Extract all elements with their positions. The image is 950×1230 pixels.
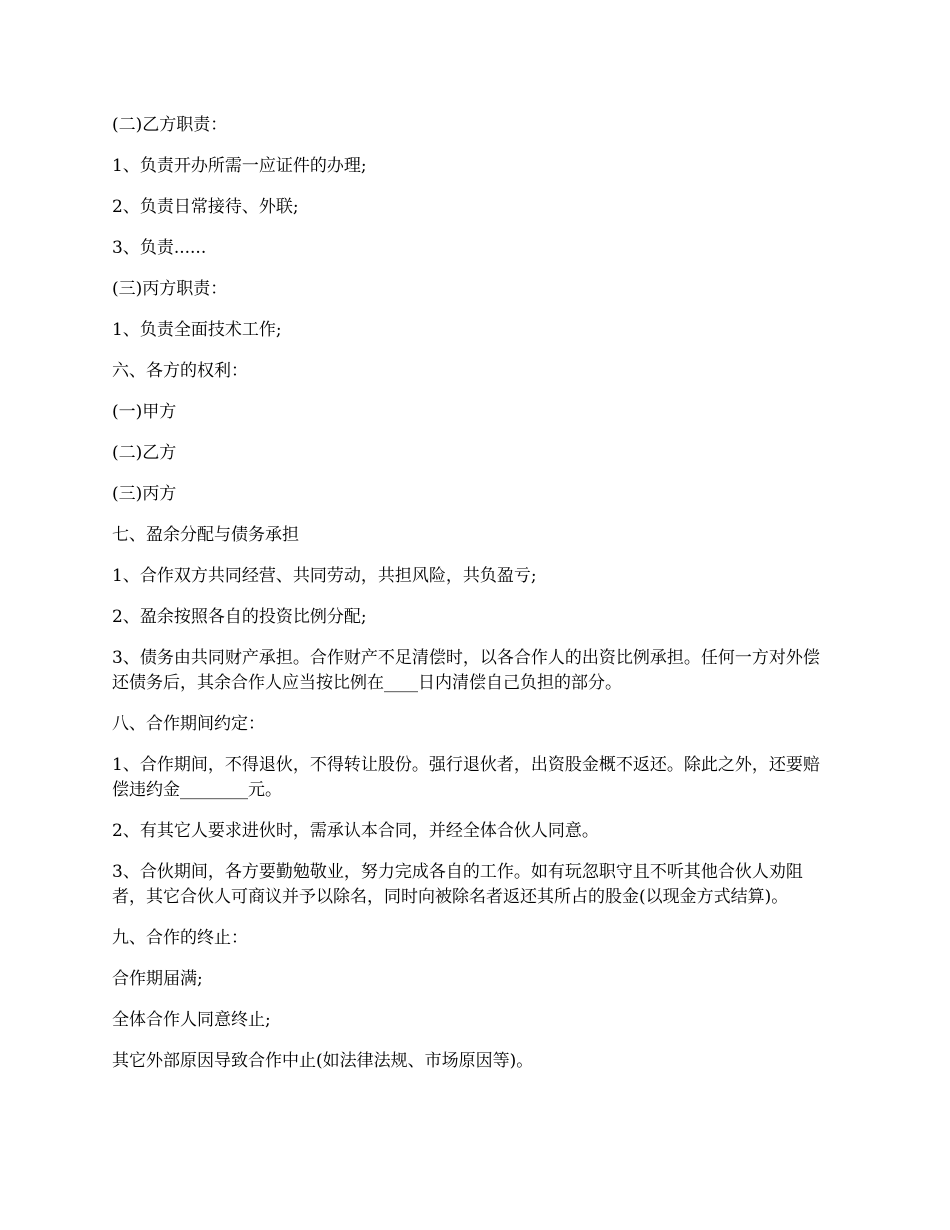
termination-item-3: 其它外部原因导致合作中止(如法律法规、市场原因等)。 [112,1051,534,1071]
termination-item-1: 合作期届满; [112,969,203,989]
party-c-duty-1: 1、负责全面技术工作; [112,320,282,340]
rights-party-a: (一)甲方 [112,402,177,422]
section-heading-cooperation-period: 八、合作期间约定： [112,714,265,734]
section-heading-party-b-duties: (二)乙方职责： [112,115,228,135]
period-clause-1: 1、合作期间，不得退伙，不得转让股份。强行退伙者，出资股金概不返还。除此之外，还要赔偿违约金________元。 [112,755,820,800]
profit-debt-clause-3: 3、债务由共同财产承担。合作财产不足清偿时，以各合作人的出资比例承担。任何一方对外偿还债务后，其余合作人应当按比例在____日内清偿自己负担的部分。 [112,648,820,693]
profit-debt-clause-2: 2、盈余按照各自的投资比例分配; [112,607,367,627]
rights-party-b: (二)乙方 [112,443,177,463]
party-b-duty-3: 3、负责...... [112,238,207,258]
party-b-duty-1: 1、负责开办所需一应证件的办理; [112,156,367,176]
termination-item-2: 全体合作人同意终止; [112,1010,271,1030]
section-heading-termination: 九、合作的终止： [112,928,248,948]
section-heading-party-c-duties: (三)丙方职责： [112,279,228,299]
section-heading-profit-debt: 七、盈余分配与债务承担 [112,525,299,545]
profit-debt-clause-1: 1、合作双方共同经营、共同劳动，共担风险，共负盈亏; [112,566,537,586]
section-heading-rights: 六、各方的权利： [112,361,248,381]
party-b-duty-2: 2、负责日常接待、外联; [112,197,299,217]
rights-party-c: (三)丙方 [112,484,177,504]
document-body [112,113,832,1090]
period-clause-2: 2、有其它人要求进伙时，需承认本合同，并经全体合伙人同意。 [112,821,599,841]
period-clause-3: 3、合伙期间，各方要勤勉敬业，努力完成各自的工作。如有玩忽职守且不听其他合伙人劝阻者，其它合伙人可商议并予以除名，同时向被除名者返还其所占的股金(以现金方式结算)。 [112,862,803,907]
